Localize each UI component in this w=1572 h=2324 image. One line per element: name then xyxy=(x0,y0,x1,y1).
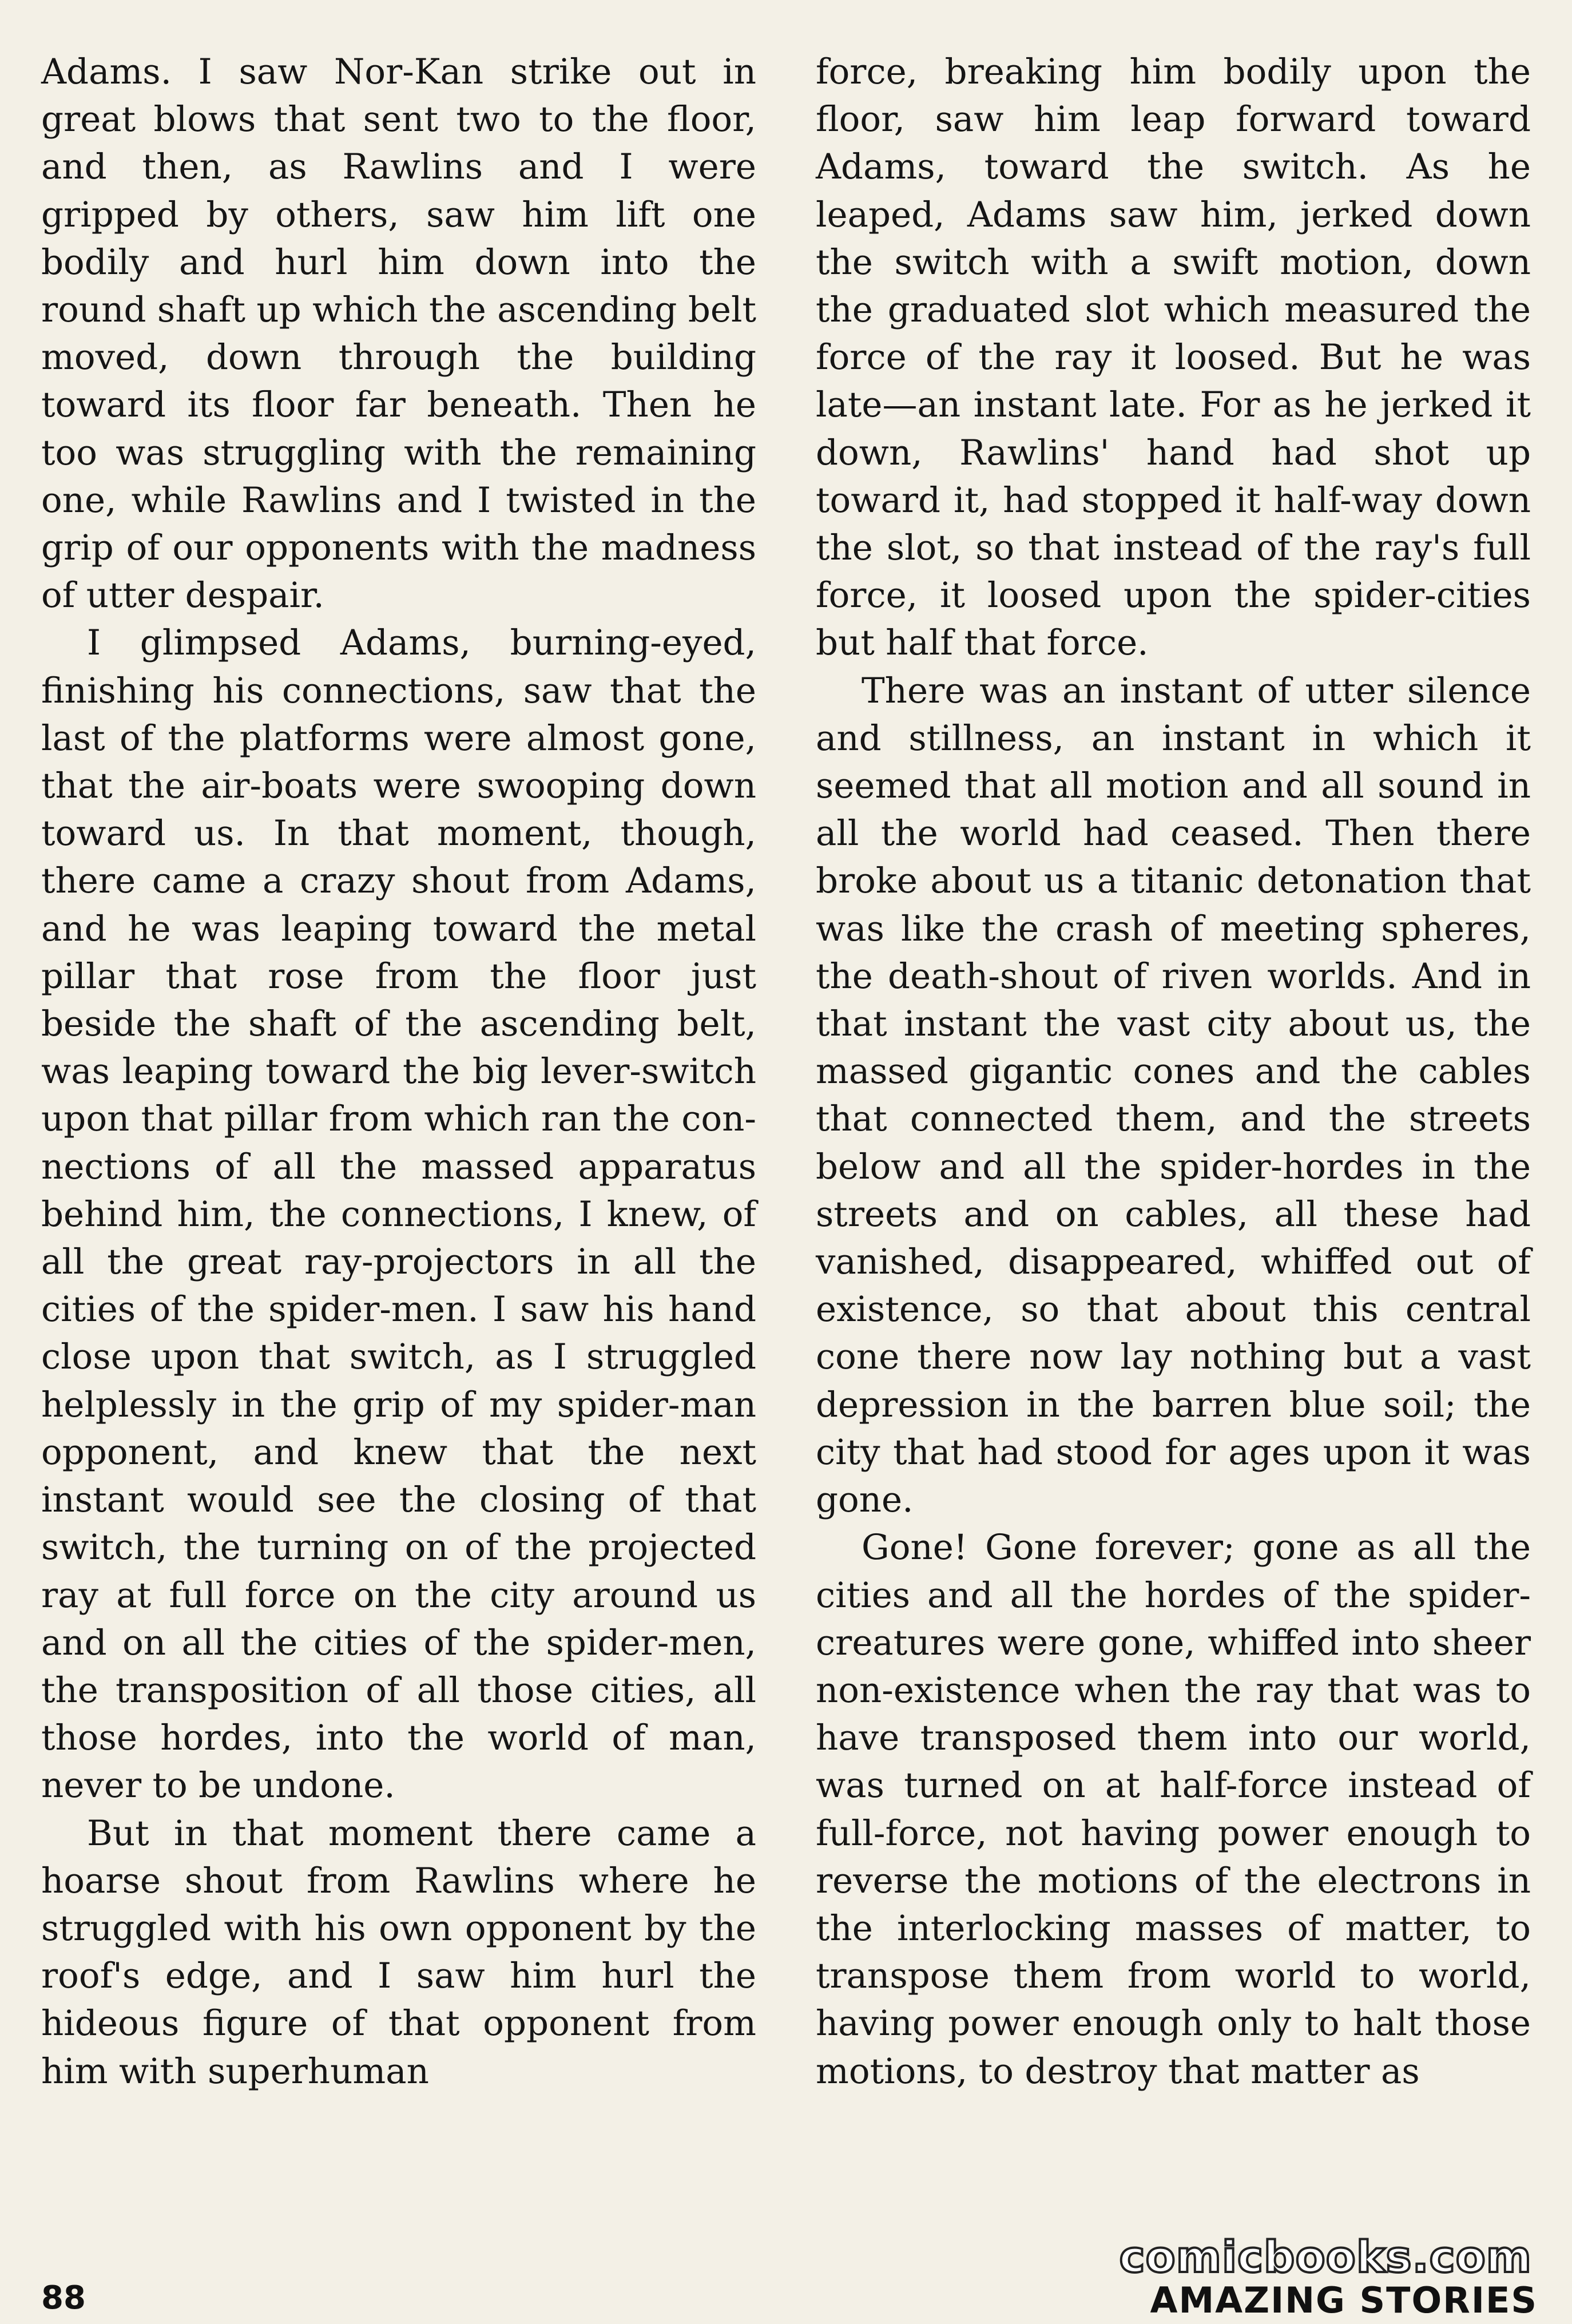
magazine-title: AMAZING STORIES xyxy=(1150,2279,1538,2321)
text-column-left xyxy=(41,48,756,2095)
page-number: 88 xyxy=(41,2279,86,2317)
watermark-logo: comicbooks.com xyxy=(1119,2231,1532,2282)
paragraph: I glimpsed Adams, burning-eyed, finishing his connections, saw that the last of the platforms were almost gone, that the air-boats were swooping down toward us. In that moment, though, there came a crazy shout from Adams, and he was leaping toward the metal pillar that rose from the floor just beside the shaft of the ascending belt, was leaping toward the big lever-switch upon that pillar from which ran the connections of all the massed apparatus behind him, the connections, I knew, of all the great ray-projectors in all the cities of the spider-men. I saw his hand close upon that switch, as I struggled helplessly in the grip of my spider-man opponent, and knew that the next instant would see the closing of that switch, the turning on of the projected ray at full force on the city around us and on all the cities of the spider-men, the transposition of all those cities, all those hordes, into the world of man, never to be undone. xyxy=(41,622,756,1806)
paragraph: Gone! Gone forever; gone as all the cities and all the hordes of the spider-creatures were gone, whiffed into sheer non-existence when the ray that was to have transposed them into our world, was turned on at half-force instead of full-force, not having power enough to reverse the motions of the electrons in the interlocking masses of matter, to transpose them from world to world, having power enough only to halt those motions, to destroy that matter as xyxy=(816,1527,1531,2092)
paragraph: Adams. I saw Nor-Kan strike out in great blows that sent two to the floor, and then, as Rawlins and I were gripped by others, saw him lift one bodily and hurl him down into the round shaft up which the ascending belt moved, down through the building toward its floor far beneath. Then he too was struggling with the remaining one, while Rawlins and I twisted in the grip of our opponents with the madness of utter despair. xyxy=(41,51,756,616)
text-column-right xyxy=(816,48,1531,2095)
paragraph: There was an instant of utter silence and stillness, an instant in which it seemed that all motion and all sound in all the world had ceased. Then there broke about us a titanic detonation that was like the crash of meeting spheres, the death-shout of riven worlds. And in that instant the vast city about us, the massed gigantic cones and the cables that connected them, and the streets below and all the spider-hordes in the streets and on cables, all these had vanished, disappeared, whiffed out of existence, so that about this central cone there now lay nothing but a vast depression in the barren blue soil; the city that had stood for ages upon it was gone. xyxy=(816,670,1531,1521)
paragraph: force, breaking him bodily upon the floor, saw him leap forward toward Adams, toward the switch. As he leaped, Adams saw him, jerked down the switch with a swift motion, down the graduated slot which measured the force of the ray it loosed. But he was late—an instant late. For as he jerked it down, Rawlins' hand had shot up toward it, had stopped it half-way down the slot, so that instead of the ray's full force, it loosed upon the spider-cities but half that force. xyxy=(816,51,1531,664)
paragraph: But in that moment there came a hoarse shout from Rawlins where he struggled with his own opponent by the roof's edge, and I saw him hurl the hideous figure of that opponent from him with superhuman xyxy=(41,1813,756,2092)
